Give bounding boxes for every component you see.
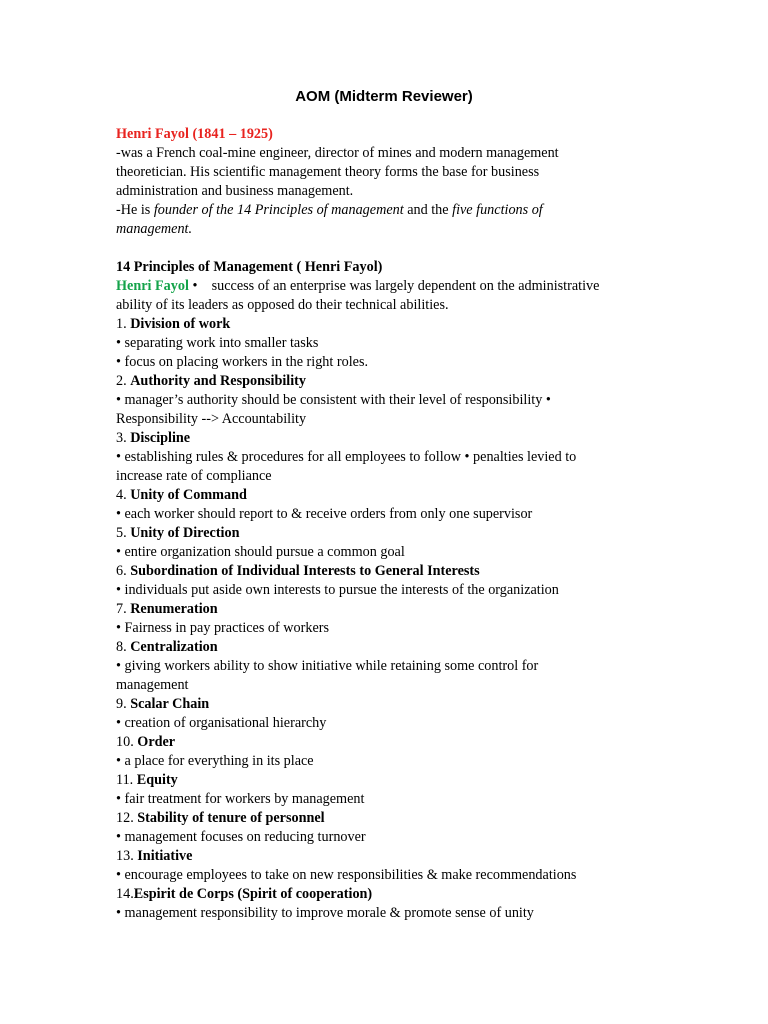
principles-list: [116, 315, 656, 923]
principle-detail: • individuals put aside own interests to pursue the interests of the organization: [116, 582, 559, 598]
principle-number: 11.: [116, 772, 137, 788]
principle-name: Unity of Direction: [130, 525, 240, 541]
principle-name: Stability of tenure of personnel: [137, 810, 325, 826]
principle-heading: [116, 733, 656, 752]
principle-detail: • separating work into smaller tasks: [116, 335, 319, 351]
principle-name: Espirit de Corps (Spirit of cooperation): [133, 886, 373, 902]
principle-number: 4.: [116, 487, 131, 503]
principle-number: 9.: [116, 696, 131, 712]
principle-number: 1.: [116, 316, 131, 332]
principle-name: Order: [137, 734, 176, 750]
principle-number: 14.: [116, 886, 134, 902]
principle-number: 3.: [116, 430, 131, 446]
principle-name: Subordination of Individual Interests to General Interests: [130, 563, 480, 579]
principle-detail: • each worker should report to & receive orders from only one supervisor: [116, 506, 533, 522]
founder-italic: five functions of: [452, 202, 543, 218]
principle-name: Centralization: [130, 639, 218, 655]
principles-heading: 14 Principles of Management ( Henri Fayol): [116, 259, 383, 275]
principle-detail: • focus on placing workers in the right roles.: [116, 354, 369, 370]
document-body: [116, 125, 656, 923]
principle-detail: • management responsibility to improve morale & promote sense of unity: [116, 905, 534, 921]
principle-heading: [116, 885, 656, 904]
principle-number: 5.: [116, 525, 131, 541]
principle-number: 7.: [116, 601, 131, 617]
principle-detail: • Fairness in pay practices of workers: [116, 620, 329, 636]
intro-heading: Henri Fayol (1841 – 1925): [116, 126, 273, 142]
document-title: AOM (Midterm Reviewer): [295, 88, 473, 105]
principle-number: 2.: [116, 373, 131, 389]
founder-italic: founder of the 14 Principles of management: [153, 202, 404, 218]
principle-heading: [116, 771, 656, 790]
founder-mid: and the: [403, 202, 453, 218]
principle-heading: [116, 847, 656, 866]
intro-line: administration and business management.: [116, 183, 354, 199]
principle-name: Division of work: [130, 316, 231, 332]
intro-line: theoretician. His scientific management theory forms the base for business: [116, 164, 540, 180]
principle-number: 13.: [116, 848, 138, 864]
principle-heading: [116, 524, 656, 543]
principle-name: Renumeration: [130, 601, 218, 617]
principle-heading: [116, 372, 656, 391]
principle-heading: [116, 809, 656, 828]
principle-detail: management: [116, 677, 189, 693]
principle-number: 12.: [116, 810, 138, 826]
principle-detail: • fair treatment for workers by management: [116, 791, 365, 807]
principle-heading: [116, 638, 656, 657]
principle-detail: • establishing rules & procedures for all employees to follow • penalties levied to: [116, 449, 577, 465]
principle-heading: [116, 562, 656, 581]
principle-detail: • manager’s authority should be consistent with their level of responsibility •: [116, 392, 551, 408]
principle-name: Authority and Responsibility: [130, 373, 306, 389]
principle-name: Discipline: [130, 430, 191, 446]
principle-detail: Responsibility --> Accountability: [116, 411, 307, 427]
principle-heading: [116, 486, 656, 505]
intro-line: -was a French coal-mine engineer, director of mines and modern management: [116, 145, 559, 161]
principle-detail: • creation of organisational hierarchy: [116, 715, 327, 731]
founder-line: [116, 201, 656, 220]
principle-number: 8.: [116, 639, 131, 655]
principle-detail: • a place for everything in its place: [116, 753, 314, 769]
fayol-name: Henri Fayol: [116, 278, 189, 294]
fayol-line: [116, 277, 656, 296]
principle-detail: • management focuses on reducing turnover: [116, 829, 366, 845]
principle-name: Unity of Command: [130, 487, 247, 503]
principle-heading: [116, 315, 656, 334]
founder-line-cont: management.: [116, 221, 193, 237]
principle-detail: increase rate of compliance: [116, 468, 272, 484]
principle-heading: [116, 600, 656, 619]
principle-name: Scalar Chain: [130, 696, 210, 712]
principle-number: 6.: [116, 563, 131, 579]
fayol-rest: • success of an enterprise was largely dependent on the administrative: [188, 278, 600, 294]
principle-detail: • entire organization should pursue a common goal: [116, 544, 405, 560]
fayol-line-cont: ability of its leaders as opposed do their technical abilities.: [116, 297, 449, 313]
principle-detail: • encourage employees to take on new responsibilities & make recommendations: [116, 867, 577, 883]
founder-pre: -He is: [116, 202, 154, 218]
principle-detail: • giving workers ability to show initiative while retaining some control for: [116, 658, 539, 674]
principle-heading: [116, 429, 656, 448]
principle-name: Initiative: [137, 848, 193, 864]
principle-number: 10.: [116, 734, 138, 750]
principle-name: Equity: [136, 772, 178, 788]
principle-heading: [116, 695, 656, 714]
